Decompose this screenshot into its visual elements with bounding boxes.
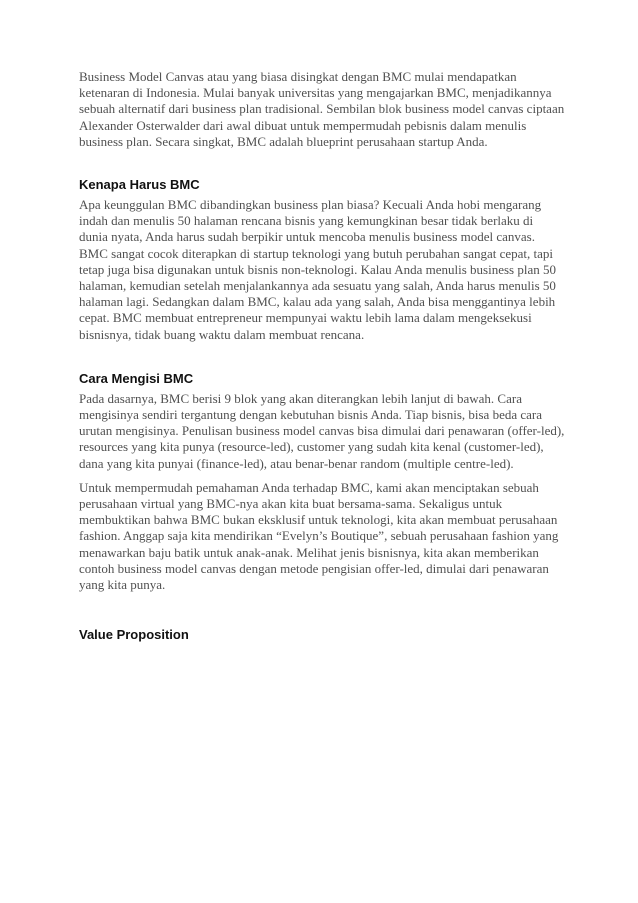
section-paragraph: Untuk mempermudah pemahaman Anda terhadap BMC, kami akan menciptakan sebuah perusahaan virtual yang BMC-nya akan kita buat bersama-sama. Sekaligus untuk membuktikan bahwa BMC bukan eksklusif untuk teknologi, kita akan membuat perusahaan fashion. Anggap saja kita mendirikan “Evelyn’s Boutique”, sebuah perusahaan fashion yang menawarkan baju batik untuk anak-anak. Melihat jenis bisnisnya, kita akan memberikan contoh business model canvas dengan metode pengisian offer-led, dimulai dari penawaran yang kita punya. bbox=[79, 479, 559, 593]
section-paragraph: Pada dasarnya, BMC berisi 9 blok yang akan diterangkan lebih lanjut di bawah. Cara mengisinya sendiri tergantung dengan kebutuhan bisnis Anda. Tiap bisnis, bisa beda cara urutan mengisinya. Penulisan business model canvas bisa dimulai dari penawaran (offer-led), resources yang kita punya (resource-led), customer yang sudah kita kenal (customer-led), dana yang kita punyai (finance-led), atau benar-benar random (multiple centre-led). bbox=[79, 390, 565, 471]
document-page bbox=[79, 69, 565, 643]
intro-paragraph: Business Model Canvas atau yang biasa disingkat dengan BMC mulai mendapatkan ketenaran di Indonesia. Mulai banyak universitas yang mengajarkan BMC, menjadikannya sebuah alternatif dari business plan tradisional. Sembilan blok business model canvas ciptaan Alexander Osterwalder dari awal dibuat untuk mempermudah pebisnis dalam menulis business plan. Secara singkat, BMC adalah blueprint perusahaan startup Anda. bbox=[79, 69, 565, 149]
section-paragraph: Apa keunggulan BMC dibandingkan business plan biasa? Kecuali Anda hobi mengarang indah dan menulis 50 halaman rencana bisnis yang kemungkinan besar tidak berlaku di dunia nyata, Anda harus sudah berpikir untuk mencoba menulis business model canvas. BMC sangat cocok diterapkan di startup teknologi yang butuh perubahan sangat cepat, tapi tetap juga bisa digunakan untuk bisnis non-teknologi. Kalau Anda menulis business plan 50 halaman, kemudian setelah menjalankannya ada sesuatu yang salah, Anda harus menulis 50 halaman lagi. Sedangkan dalam BMC, kalau ada yang salah, Anda bisa menggantinya lebih cepat. BMC membuat entrepreneur mempunyai waktu lebih lama dalam mengeksekusi bisnisnya, tidak buang waktu dalam membuat rencana. bbox=[79, 197, 556, 342]
section-heading-cara-mengisi-bmc: Cara Mengisi BMC bbox=[79, 370, 194, 386]
section-heading-value-proposition: Value Proposition bbox=[79, 627, 189, 643]
section-heading-kenapa-harus-bmc: Kenapa Harus BMC bbox=[79, 177, 200, 193]
